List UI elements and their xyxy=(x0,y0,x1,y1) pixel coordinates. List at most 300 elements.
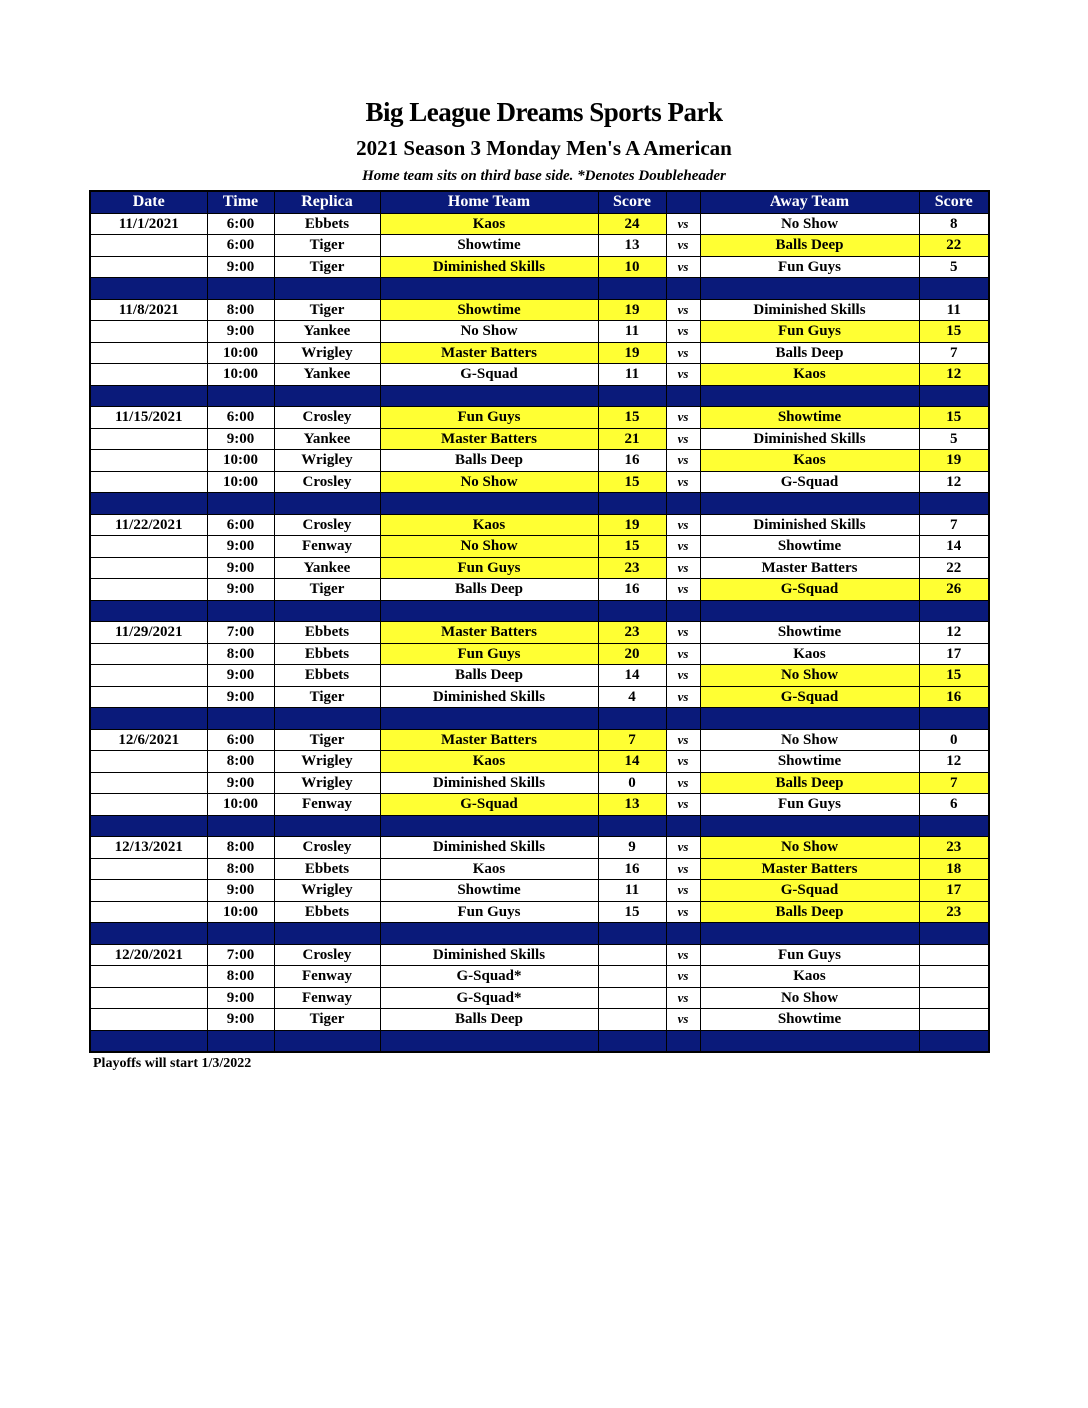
date-cell xyxy=(90,665,207,687)
time-cell: 8:00 xyxy=(207,858,274,880)
separator-cell xyxy=(598,493,666,515)
away-team-cell: Showtime xyxy=(700,751,919,773)
home-team-cell: Balls Deep xyxy=(380,450,598,472)
separator-cell xyxy=(90,600,207,622)
away-score-cell: 5 xyxy=(919,256,989,278)
replica-cell: Wrigley xyxy=(274,772,380,794)
vs-cell: vs xyxy=(666,450,700,472)
table-row xyxy=(90,686,989,708)
home-team-cell: Diminished Skills xyxy=(380,686,598,708)
week-separator-row xyxy=(90,493,989,515)
replica-cell: Yankee xyxy=(274,428,380,450)
away-score-cell: 17 xyxy=(919,880,989,902)
time-cell: 6:00 xyxy=(207,407,274,429)
date-cell: 11/22/2021 xyxy=(90,514,207,536)
away-score-cell: 19 xyxy=(919,450,989,472)
table-row xyxy=(90,1009,989,1031)
home-score-cell: 9 xyxy=(598,837,666,859)
away-score-cell: 23 xyxy=(919,901,989,923)
away-score-cell: 8 xyxy=(919,213,989,235)
vs-cell: vs xyxy=(666,622,700,644)
home-team-cell: Master Batters xyxy=(380,428,598,450)
away-score-cell xyxy=(919,1009,989,1031)
separator-cell xyxy=(598,600,666,622)
away-team-cell: Kaos xyxy=(700,450,919,472)
date-cell xyxy=(90,751,207,773)
away-score-cell: 22 xyxy=(919,235,989,257)
home-team-cell: Kaos xyxy=(380,514,598,536)
away-score-cell xyxy=(919,966,989,988)
vs-cell: vs xyxy=(666,880,700,902)
away-team-cell: G-Squad xyxy=(700,686,919,708)
date-cell: 12/13/2021 xyxy=(90,837,207,859)
away-team-cell: Balls Deep xyxy=(700,342,919,364)
home-score-cell: 15 xyxy=(598,536,666,558)
time-cell: 8:00 xyxy=(207,643,274,665)
date-cell xyxy=(90,450,207,472)
date-cell xyxy=(90,858,207,880)
home-team-cell: Fun Guys xyxy=(380,901,598,923)
separator-cell xyxy=(380,923,598,945)
away-score-cell: 17 xyxy=(919,643,989,665)
separator-cell xyxy=(207,815,274,837)
table-row xyxy=(90,858,989,880)
away-team-cell: Master Batters xyxy=(700,557,919,579)
replica-cell: Crosley xyxy=(274,944,380,966)
home-score-cell xyxy=(598,987,666,1009)
away-team-cell: Kaos xyxy=(700,966,919,988)
separator-cell xyxy=(919,278,989,300)
table-row xyxy=(90,342,989,364)
date-cell xyxy=(90,557,207,579)
vs-cell: vs xyxy=(666,944,700,966)
date-cell xyxy=(90,428,207,450)
time-cell: 8:00 xyxy=(207,299,274,321)
time-cell: 6:00 xyxy=(207,235,274,257)
vs-cell: vs xyxy=(666,235,700,257)
time-cell: 10:00 xyxy=(207,901,274,923)
separator-cell xyxy=(90,708,207,730)
time-cell: 6:00 xyxy=(207,213,274,235)
vs-cell: vs xyxy=(666,643,700,665)
away-score-cell: 7 xyxy=(919,342,989,364)
date-cell xyxy=(90,794,207,816)
time-cell: 10:00 xyxy=(207,450,274,472)
away-score-cell: 16 xyxy=(919,686,989,708)
away-team-cell: Diminished Skills xyxy=(700,514,919,536)
table-row xyxy=(90,428,989,450)
away-score-cell: 0 xyxy=(919,729,989,751)
vs-cell: vs xyxy=(666,299,700,321)
separator-cell xyxy=(919,385,989,407)
home-team-cell: Diminished Skills xyxy=(380,256,598,278)
date-cell xyxy=(90,256,207,278)
separator-cell xyxy=(919,708,989,730)
time-cell: 10:00 xyxy=(207,364,274,386)
away-team-cell: G-Squad xyxy=(700,880,919,902)
away-score-cell xyxy=(919,987,989,1009)
vs-cell: vs xyxy=(666,966,700,988)
home-score-cell: 24 xyxy=(598,213,666,235)
separator-cell xyxy=(380,385,598,407)
replica-cell: Wrigley xyxy=(274,450,380,472)
schedule-body xyxy=(90,213,989,1052)
date-cell xyxy=(90,536,207,558)
separator-cell xyxy=(666,600,700,622)
date-cell: 11/1/2021 xyxy=(90,213,207,235)
home-score-cell: 11 xyxy=(598,321,666,343)
home-team-cell: Diminished Skills xyxy=(380,837,598,859)
replica-cell: Fenway xyxy=(274,536,380,558)
week-separator-row xyxy=(90,923,989,945)
table-row xyxy=(90,471,989,493)
separator-cell xyxy=(598,385,666,407)
table-row xyxy=(90,364,989,386)
time-cell: 7:00 xyxy=(207,944,274,966)
time-cell: 9:00 xyxy=(207,557,274,579)
home-team-cell: Showtime xyxy=(380,880,598,902)
home-team-cell: Master Batters xyxy=(380,729,598,751)
vs-cell: vs xyxy=(666,579,700,601)
away-team-cell: Balls Deep xyxy=(700,901,919,923)
home-score-cell: 21 xyxy=(598,428,666,450)
away-team-cell: Master Batters xyxy=(700,858,919,880)
vs-cell: vs xyxy=(666,407,700,429)
away-team-cell: No Show xyxy=(700,665,919,687)
time-cell: 9:00 xyxy=(207,880,274,902)
away-score-cell: 14 xyxy=(919,536,989,558)
home-team-cell: Fun Guys xyxy=(380,643,598,665)
week-separator-row xyxy=(90,815,989,837)
away-team-cell: No Show xyxy=(700,987,919,1009)
table-row xyxy=(90,536,989,558)
schedule-table xyxy=(89,190,990,1053)
home-team-cell: Master Batters xyxy=(380,622,598,644)
away-team-cell: Balls Deep xyxy=(700,235,919,257)
separator-cell xyxy=(207,923,274,945)
home-team-cell: No Show xyxy=(380,471,598,493)
replica-cell: Yankee xyxy=(274,321,380,343)
vs-cell: vs xyxy=(666,987,700,1009)
table-row xyxy=(90,665,989,687)
separator-cell xyxy=(666,493,700,515)
away-team-cell: Fun Guys xyxy=(700,794,919,816)
separator-cell xyxy=(700,1030,919,1052)
table-row xyxy=(90,837,989,859)
table-row xyxy=(90,557,989,579)
table-row xyxy=(90,407,989,429)
separator-cell xyxy=(274,385,380,407)
vs-cell: vs xyxy=(666,901,700,923)
home-score-cell: 13 xyxy=(598,235,666,257)
separator-cell xyxy=(700,493,919,515)
home-team-cell: Kaos xyxy=(380,213,598,235)
schedule-note: Home team sits on third base side. *Denotes Doubleheader xyxy=(362,168,726,184)
home-score-cell xyxy=(598,966,666,988)
vs-cell: vs xyxy=(666,471,700,493)
away-score-cell: 26 xyxy=(919,579,989,601)
time-cell: 9:00 xyxy=(207,686,274,708)
home-team-cell: Kaos xyxy=(380,751,598,773)
date-cell xyxy=(90,1009,207,1031)
vs-cell: vs xyxy=(666,665,700,687)
table-row xyxy=(90,751,989,773)
away-team-cell: No Show xyxy=(700,729,919,751)
table-row xyxy=(90,256,989,278)
separator-cell xyxy=(700,815,919,837)
vs-cell: vs xyxy=(666,364,700,386)
date-cell: 11/29/2021 xyxy=(90,622,207,644)
separator-cell xyxy=(90,1030,207,1052)
table-row xyxy=(90,450,989,472)
away-score-cell: 12 xyxy=(919,622,989,644)
home-team-cell: No Show xyxy=(380,536,598,558)
separator-cell xyxy=(666,815,700,837)
away-team-cell: Diminished Skills xyxy=(700,299,919,321)
table-row xyxy=(90,622,989,644)
table-row xyxy=(90,772,989,794)
home-score-cell: 16 xyxy=(598,450,666,472)
date-cell: 11/8/2021 xyxy=(90,299,207,321)
table-row xyxy=(90,514,989,536)
separator-cell xyxy=(700,923,919,945)
separator-cell xyxy=(207,600,274,622)
home-score-cell xyxy=(598,944,666,966)
date-cell: 12/6/2021 xyxy=(90,729,207,751)
separator-cell xyxy=(598,1030,666,1052)
separator-cell xyxy=(380,708,598,730)
table-row xyxy=(90,944,989,966)
time-cell: 8:00 xyxy=(207,837,274,859)
page-subtitle: 2021 Season 3 Monday Men's A American xyxy=(356,136,732,160)
home-score-cell: 19 xyxy=(598,514,666,536)
away-team-cell: Showtime xyxy=(700,536,919,558)
home-team-cell: Showtime xyxy=(380,235,598,257)
away-score-cell: 7 xyxy=(919,514,989,536)
time-cell: 9:00 xyxy=(207,1009,274,1031)
vs-cell: vs xyxy=(666,686,700,708)
replica-cell: Ebbets xyxy=(274,213,380,235)
date-cell xyxy=(90,901,207,923)
home-score-cell: 15 xyxy=(598,471,666,493)
away-team-cell: Kaos xyxy=(700,643,919,665)
replica-cell: Crosley xyxy=(274,407,380,429)
home-team-cell: Showtime xyxy=(380,299,598,321)
separator-cell xyxy=(700,278,919,300)
column-header-home-score: Score xyxy=(598,191,666,213)
separator-cell xyxy=(274,278,380,300)
time-cell: 9:00 xyxy=(207,772,274,794)
home-score-cell: 19 xyxy=(598,299,666,321)
replica-cell: Tiger xyxy=(274,729,380,751)
home-score-cell: 16 xyxy=(598,579,666,601)
vs-cell: vs xyxy=(666,321,700,343)
date-cell xyxy=(90,772,207,794)
separator-cell xyxy=(666,278,700,300)
week-separator-row xyxy=(90,600,989,622)
column-header-vs xyxy=(666,191,700,213)
replica-cell: Wrigley xyxy=(274,342,380,364)
away-team-cell: Fun Guys xyxy=(700,256,919,278)
column-header-away-team: Away Team xyxy=(700,191,919,213)
away-score-cell: 12 xyxy=(919,364,989,386)
replica-cell: Fenway xyxy=(274,987,380,1009)
separator-cell xyxy=(207,385,274,407)
home-score-cell: 14 xyxy=(598,751,666,773)
date-cell xyxy=(90,579,207,601)
home-score-cell: 20 xyxy=(598,643,666,665)
home-score-cell: 19 xyxy=(598,342,666,364)
away-score-cell: 15 xyxy=(919,321,989,343)
away-score-cell: 15 xyxy=(919,407,989,429)
home-score-cell: 4 xyxy=(598,686,666,708)
separator-cell xyxy=(666,1030,700,1052)
home-team-cell: Balls Deep xyxy=(380,579,598,601)
week-separator-row xyxy=(90,1030,989,1052)
replica-cell: Tiger xyxy=(274,299,380,321)
replica-cell: Crosley xyxy=(274,471,380,493)
date-cell xyxy=(90,235,207,257)
home-team-cell: G-Squad xyxy=(380,364,598,386)
vs-cell: vs xyxy=(666,536,700,558)
away-team-cell: G-Squad xyxy=(700,579,919,601)
table-row xyxy=(90,901,989,923)
away-score-cell: 15 xyxy=(919,665,989,687)
table-row xyxy=(90,794,989,816)
vs-cell: vs xyxy=(666,256,700,278)
separator-cell xyxy=(380,815,598,837)
time-cell: 10:00 xyxy=(207,471,274,493)
home-team-cell: Diminished Skills xyxy=(380,772,598,794)
separator-cell xyxy=(919,600,989,622)
playoffs-note: Playoffs will start 1/3/2022 xyxy=(93,1056,252,1071)
time-cell: 8:00 xyxy=(207,751,274,773)
separator-cell xyxy=(274,600,380,622)
home-team-cell: No Show xyxy=(380,321,598,343)
time-cell: 6:00 xyxy=(207,729,274,751)
home-score-cell: 15 xyxy=(598,901,666,923)
date-cell xyxy=(90,966,207,988)
away-team-cell: No Show xyxy=(700,837,919,859)
replica-cell: Tiger xyxy=(274,686,380,708)
separator-cell xyxy=(90,385,207,407)
time-cell: 9:00 xyxy=(207,536,274,558)
time-cell: 9:00 xyxy=(207,987,274,1009)
home-score-cell: 23 xyxy=(598,622,666,644)
home-score-cell: 7 xyxy=(598,729,666,751)
table-row xyxy=(90,579,989,601)
table-row xyxy=(90,299,989,321)
replica-cell: Yankee xyxy=(274,364,380,386)
home-score-cell: 13 xyxy=(598,794,666,816)
separator-cell xyxy=(274,923,380,945)
table-row xyxy=(90,880,989,902)
away-team-cell: G-Squad xyxy=(700,471,919,493)
time-cell: 9:00 xyxy=(207,321,274,343)
separator-cell xyxy=(90,278,207,300)
away-team-cell: Balls Deep xyxy=(700,772,919,794)
away-team-cell: Kaos xyxy=(700,364,919,386)
home-team-cell: Balls Deep xyxy=(380,665,598,687)
vs-cell: vs xyxy=(666,729,700,751)
replica-cell: Ebbets xyxy=(274,622,380,644)
date-cell xyxy=(90,686,207,708)
separator-cell xyxy=(380,278,598,300)
separator-cell xyxy=(919,923,989,945)
time-cell: 10:00 xyxy=(207,342,274,364)
replica-cell: Fenway xyxy=(274,966,380,988)
replica-cell: Crosley xyxy=(274,837,380,859)
vs-cell: vs xyxy=(666,342,700,364)
home-score-cell: 11 xyxy=(598,880,666,902)
separator-cell xyxy=(666,923,700,945)
away-score-cell xyxy=(919,944,989,966)
away-score-cell: 11 xyxy=(919,299,989,321)
away-score-cell: 18 xyxy=(919,858,989,880)
separator-cell xyxy=(207,708,274,730)
home-score-cell: 10 xyxy=(598,256,666,278)
separator-cell xyxy=(274,1030,380,1052)
vs-cell: vs xyxy=(666,751,700,773)
replica-cell: Ebbets xyxy=(274,665,380,687)
separator-cell xyxy=(207,493,274,515)
separator-cell xyxy=(598,815,666,837)
home-team-cell: Fun Guys xyxy=(380,557,598,579)
away-team-cell: Showtime xyxy=(700,622,919,644)
date-cell: 12/20/2021 xyxy=(90,944,207,966)
separator-cell xyxy=(380,1030,598,1052)
table-row xyxy=(90,643,989,665)
separator-cell xyxy=(380,600,598,622)
separator-cell xyxy=(666,708,700,730)
home-score-cell xyxy=(598,1009,666,1031)
time-cell: 7:00 xyxy=(207,622,274,644)
separator-cell xyxy=(598,923,666,945)
separator-cell xyxy=(700,708,919,730)
home-team-cell: Balls Deep xyxy=(380,1009,598,1031)
away-team-cell: Showtime xyxy=(700,407,919,429)
column-header-home-team: Home Team xyxy=(380,191,598,213)
time-cell: 10:00 xyxy=(207,794,274,816)
away-score-cell: 12 xyxy=(919,751,989,773)
time-cell: 9:00 xyxy=(207,665,274,687)
column-header-replica: Replica xyxy=(274,191,380,213)
replica-cell: Tiger xyxy=(274,1009,380,1031)
away-team-cell: Showtime xyxy=(700,1009,919,1031)
away-team-cell: Fun Guys xyxy=(700,944,919,966)
date-cell: 11/15/2021 xyxy=(90,407,207,429)
separator-cell xyxy=(274,708,380,730)
separator-cell xyxy=(666,385,700,407)
date-cell xyxy=(90,342,207,364)
time-cell: 8:00 xyxy=(207,966,274,988)
away-score-cell: 5 xyxy=(919,428,989,450)
away-team-cell: Fun Guys xyxy=(700,321,919,343)
replica-cell: Crosley xyxy=(274,514,380,536)
separator-cell xyxy=(380,493,598,515)
vs-cell: vs xyxy=(666,557,700,579)
replica-cell: Fenway xyxy=(274,794,380,816)
vs-cell: vs xyxy=(666,794,700,816)
replica-cell: Wrigley xyxy=(274,880,380,902)
separator-cell xyxy=(274,493,380,515)
date-cell xyxy=(90,987,207,1009)
column-header-date: Date xyxy=(90,191,207,213)
away-team-cell: No Show xyxy=(700,213,919,235)
replica-cell: Wrigley xyxy=(274,751,380,773)
separator-cell xyxy=(919,815,989,837)
separator-cell xyxy=(598,278,666,300)
